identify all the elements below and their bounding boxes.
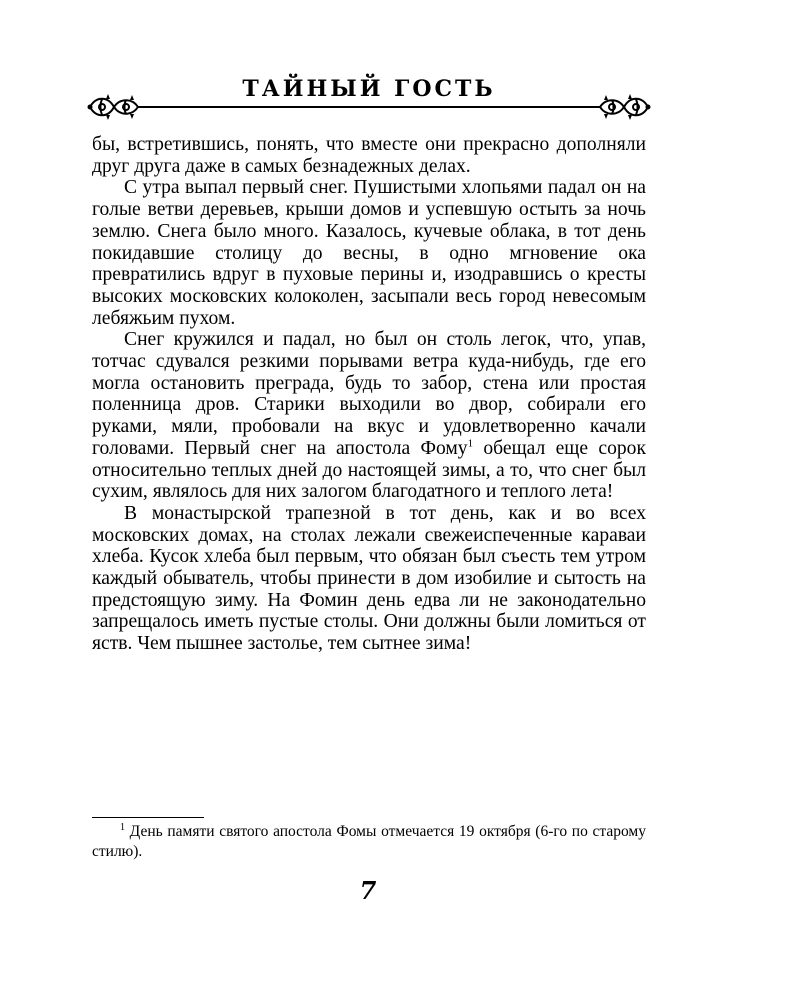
page-number: 7 [359, 876, 377, 905]
paragraph-3-text-a: Снег кружился и падал, но был он столь легок, что, упав, тотчас сдувался резкими порывами ветра куда-нибудь, где его могла остановить преграда, будь то забор, стена или простая поленница дров. Старики выходили во двор, собирали его руками, мяли, пробовали на вкус и удовлетворенно качали головами. Первый снег на апостола Фому [92, 329, 646, 459]
paragraph-2: С утра выпал первый снег. Пушистыми хлопьями падал он на голые ветви деревьев, крыши домов и успевшую остыть за ночь землю. Снега было много. Казалось, кучевые облака, в тот день покидавшие столицу до весны, в одно мгновение ока превратились вдруг в пуховые перины и, изодравшись о кресты высоких московских колоколен, засыпали весь город невесомым лебяжьим пухом. [92, 177, 646, 329]
header-title: ТАЙНЫЙ ГОСТЬ [242, 76, 496, 102]
footnote-divider [92, 817, 204, 818]
footnote [92, 822, 646, 862]
footnote-reference[interactable]: 1 [467, 437, 474, 450]
footnote-marker: 1 [120, 821, 125, 833]
right-ornament-icon [586, 90, 652, 124]
main-text [92, 134, 646, 655]
paragraph-4: В монастырской трапезной в тот день, как и во всех московских домах, на столах лежали свежеиспеченные караваи хлеба. Кусок хлеба был первым, что обязан был съесть тем утром каждый обыватель, чтобы принести в дом изобилие и сытость на предстоящую зиму. На Фомин день едва ли не законодательно запрещалось иметь пустые столы. Они должны были ломиться от яств. Чем пышнее застолье, тем сытнее зима! [92, 502, 646, 655]
header-rule [146, 106, 592, 108]
running-header [86, 70, 652, 130]
paragraph-3 [92, 329, 646, 503]
paragraph-3-text-b: обещал еще сорок относительно теплых дней до настоящей зимы, а то, что снег был сухим, являлось для них залогом благодатного и теплого лета! [92, 437, 646, 503]
paragraph-1: бы, встретившись, понять, что вместе они прекрасно дополняли друг друга даже в самых безнадежных делах. [92, 134, 646, 177]
footnote-text: День памяти святого апостола Фомы отмечается 19 октября (6-го по старому стилю). [92, 823, 646, 860]
